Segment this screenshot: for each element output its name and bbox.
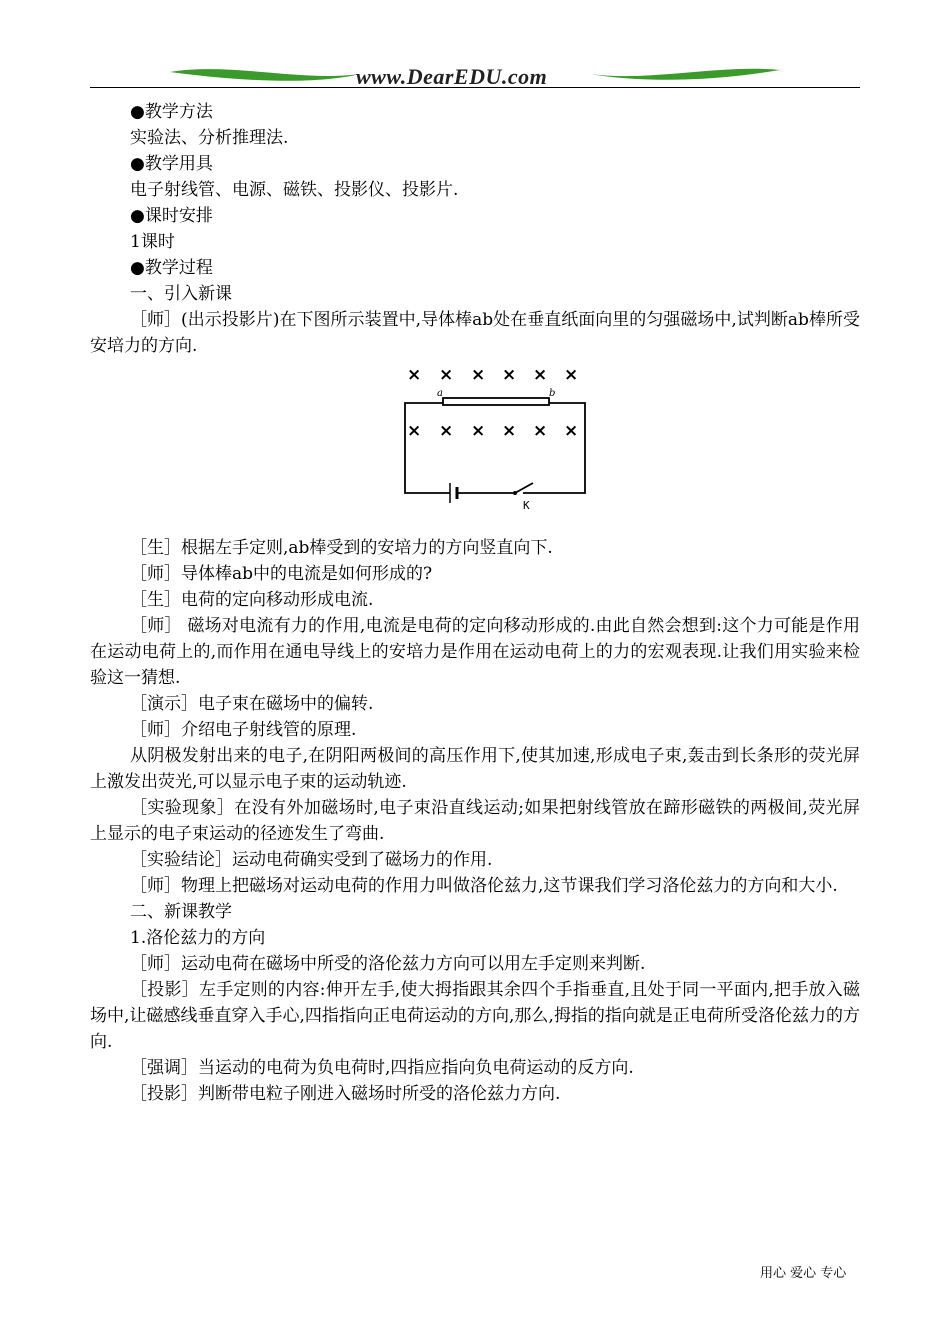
header-rule bbox=[90, 87, 860, 88]
paragraph: ［实验现象］在没有外加磁场时,电子束沿直线运动;如果把射线管放在蹄形磁铁的两极间,荧光屏上显示的电子束运动的径迹发生了弯曲. bbox=[90, 798, 860, 844]
field-cross-icon: × bbox=[533, 365, 548, 385]
field-cross-icon: × bbox=[407, 365, 422, 385]
paragraph: ［演示］电子束在磁场中的偏转. bbox=[130, 694, 374, 714]
wire-left bbox=[405, 403, 450, 493]
paragraph: ［实验结论］运动电荷确实受到了磁场力的作用. bbox=[130, 850, 493, 870]
field-cross-icon: × bbox=[439, 365, 454, 385]
document-body bbox=[90, 99, 860, 1107]
field-cross-icon: × bbox=[502, 365, 517, 385]
field-cross-icon: × bbox=[533, 421, 548, 441]
magnetic-field-row-bottom bbox=[407, 421, 578, 441]
paragraph: ［师］导体棒ab中的电流是如何形成的? bbox=[130, 564, 433, 584]
paragraph: ［师］物理上把磁场对运动电荷的作用力叫做洛伦兹力,这节课我们学习洛伦兹力的方向和大小. bbox=[130, 876, 838, 896]
paragraph: ［师］介绍电子射线管的原理. bbox=[130, 720, 357, 740]
site-logo[interactable]: www.DearEDU.com bbox=[356, 64, 548, 89]
part-heading: 二、新课教学 bbox=[130, 902, 232, 922]
field-cross-icon: × bbox=[564, 365, 579, 385]
paragraph: ［师］运动电荷在磁场中所受的洛伦兹力方向可以用左手定则来判断. bbox=[130, 954, 646, 974]
section-title: ●教学过程 bbox=[130, 258, 213, 278]
sub-heading: 1.洛伦兹力的方向 bbox=[130, 928, 266, 948]
paragraph: ［投影］判断带电粒子刚进入磁场时所受的洛伦兹力方向. bbox=[130, 1084, 561, 1104]
paragraph: ［强调］当运动的电荷为负电荷时,四指应指向负电荷运动的反方向. bbox=[130, 1058, 634, 1078]
paragraph: ［生］根据左手定则,ab棒受到的安培力的方向竖直向下. bbox=[130, 538, 553, 558]
label-k: K bbox=[523, 499, 530, 512]
field-cross-icon: × bbox=[564, 421, 579, 441]
paragraph: ［生］电荷的定向移动形成电流. bbox=[130, 590, 374, 610]
label-a: a bbox=[437, 388, 443, 399]
section-title: ●教学方法 bbox=[130, 102, 213, 122]
conductor-rod bbox=[443, 398, 549, 405]
field-cross-icon: × bbox=[471, 365, 486, 385]
field-cross-icon: × bbox=[439, 421, 454, 441]
paragraph: ［师］(出示投影片)在下图所示装置中,导体棒ab处在垂直纸面向里的匀强磁场中,试判断ab棒所受安培力的方向. bbox=[90, 310, 860, 356]
paragraph: 从阴极发射出来的电子,在阴阳两极间的高压作用下,使其加速,形成电子束,轰击到长条形的荧光屏上激发出荧光,可以显示电子束的运动轨迹. bbox=[90, 746, 860, 792]
section-title: ●教学用具 bbox=[130, 154, 213, 174]
switch-lever-icon bbox=[515, 483, 533, 493]
section-body: 实验法、分析推理法. bbox=[130, 128, 289, 148]
circuit-diagram bbox=[395, 363, 595, 515]
field-cross-icon: × bbox=[407, 421, 422, 441]
left-swoosh-icon bbox=[170, 69, 360, 81]
magnetic-field-row-top bbox=[407, 365, 578, 385]
paragraph: ［投影］左手定则的内容:伸开左手,使大拇指跟其余四个手指垂直,且处于同一平面内,把手放入磁场中,让磁感线垂直穿入手心,四指指向正电荷运动的方向,那么,拇指的指向就是正电荷所受洛伦兹力的方向. bbox=[90, 980, 860, 1052]
part-heading: 一、引入新课 bbox=[130, 284, 232, 304]
paragraph: ［师］ 磁场对电流有力的作用,电流是电荷的定向移动形成的.由此自然会想到:这个力可能是作用在运动电荷上的,而作用在通电导线上的安培力是作用在运动电荷上的力的宏观表现.让我们用实验来检验这一猜想. bbox=[90, 616, 860, 688]
field-cross-icon: × bbox=[502, 421, 517, 441]
section-body: 1课时 bbox=[130, 232, 175, 252]
label-b: b bbox=[549, 388, 556, 399]
field-cross-icon: × bbox=[471, 421, 486, 441]
footer-slogan: 用心 爱心 专心 bbox=[760, 1266, 847, 1281]
section-title: ●课时安排 bbox=[130, 206, 213, 226]
wire-right bbox=[523, 403, 585, 493]
right-swoosh-icon bbox=[590, 69, 780, 80]
section-body: 电子射线管、电源、磁铁、投影仪、投影片. bbox=[130, 180, 459, 200]
